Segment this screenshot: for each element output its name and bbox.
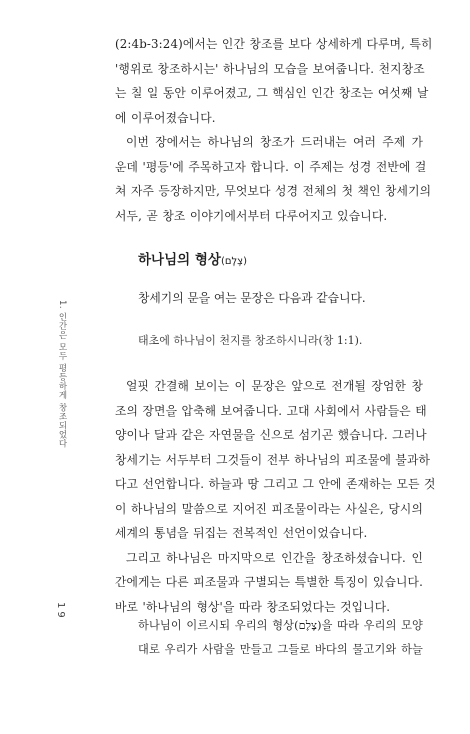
text-line: 는 칠 일 동안 이루어졌고, 그 핵심인 인간 창조는 여섯째 날 — [115, 86, 429, 100]
text-line: 창세기는 서두부터 그것들이 전부 하나님의 피조물에 불과하 — [115, 452, 431, 467]
heading-text: 하나님의 형상 — [138, 252, 221, 268]
text-line: 간에게는 다른 피조물과 구별되는 특별한 특징이 있습니다. — [115, 575, 423, 589]
text-line: 얼핏 간결해 보이는 이 문장은 앞으로 전개될 장엄한 창 — [126, 379, 423, 393]
intro-line: 창세기의 문을 여는 문장은 다음과 같습니다. — [138, 291, 366, 305]
text-line: 양이나 달과 같은 자연물을 신으로 섬기곤 했습니다. 그러나 — [115, 428, 427, 442]
section-heading — [138, 248, 247, 268]
text-line: '행위로 창조하시는' 하나님의 모습을 보여줍니다. 천지창조 — [115, 61, 425, 76]
text-line: 바로 '하나님의 형상'을 따라 창조되었다는 것입니다. — [115, 599, 391, 614]
text-line: 에 이루어졌습니다. — [115, 110, 216, 125]
text-line: 세계의 통념을 뒤집는 전복적인 선언이었습니다. — [115, 526, 368, 540]
text-line: 대로 우리가 사람을 만들고 그들로 바다의 물고기와 하늘 — [138, 643, 423, 656]
middle-text-block — [115, 374, 436, 619]
page-number: 19 — [55, 602, 66, 621]
paragraph-creation-account — [115, 32, 433, 130]
text-line: 조의 장면을 압축해 보여줍니다. 고대 사회에서 사람들은 태 — [115, 403, 427, 418]
paragraph-genesis-quote — [138, 614, 423, 662]
paragraph-equality-theme — [115, 130, 432, 228]
final-quote-block — [138, 614, 423, 662]
text-line: (2:4b-3:24)에서는 인간 창조를 보다 상세하게 다루며, 특히 — [115, 37, 433, 51]
text-line: 이 하나님의 말씀으로 지어진 피조물이라는 사실은, 당시의 — [115, 501, 423, 516]
text-line: 운데 '평등'에 주목하고자 합니다. 이 주제는 성경 전반에 걸 — [115, 159, 427, 174]
scripture-quote: 태초에 하나님이 천지를 창조하시니라(창 1:1). — [138, 334, 363, 347]
paragraph-image-of-god — [115, 546, 423, 620]
text-line: 하나님이 이르시되 우리의 형상(צֶלֶם)을 따라 우리의 모양 — [138, 619, 423, 632]
heading-hebrew: (צֶלֶם) — [220, 256, 248, 267]
top-text-block — [115, 32, 433, 228]
text-line: 서두, 곧 창조 이야기에서부터 다루어지고 있습니다. — [115, 208, 388, 223]
text-line: 다고 선언합니다. 하늘과 땅 그리고 그 안에 존재하는 모든 것 — [115, 477, 436, 491]
text-line: 그리고 하나님은 마지막으로 인간을 창조하셨습니다. 인 — [126, 550, 423, 565]
text-line: 쳐 자주 등장하지만, 무엇보다 성경 전체의 첫 책인 창세기의 — [115, 184, 432, 198]
text-line: 이번 장에서는 하나님의 창조가 드러내는 여러 주제 가 — [126, 135, 423, 149]
paragraph-creation-declaration — [115, 374, 436, 546]
running-chapter-title: 1. 인간은 모두 평등하게 창조되었다 — [57, 300, 67, 448]
